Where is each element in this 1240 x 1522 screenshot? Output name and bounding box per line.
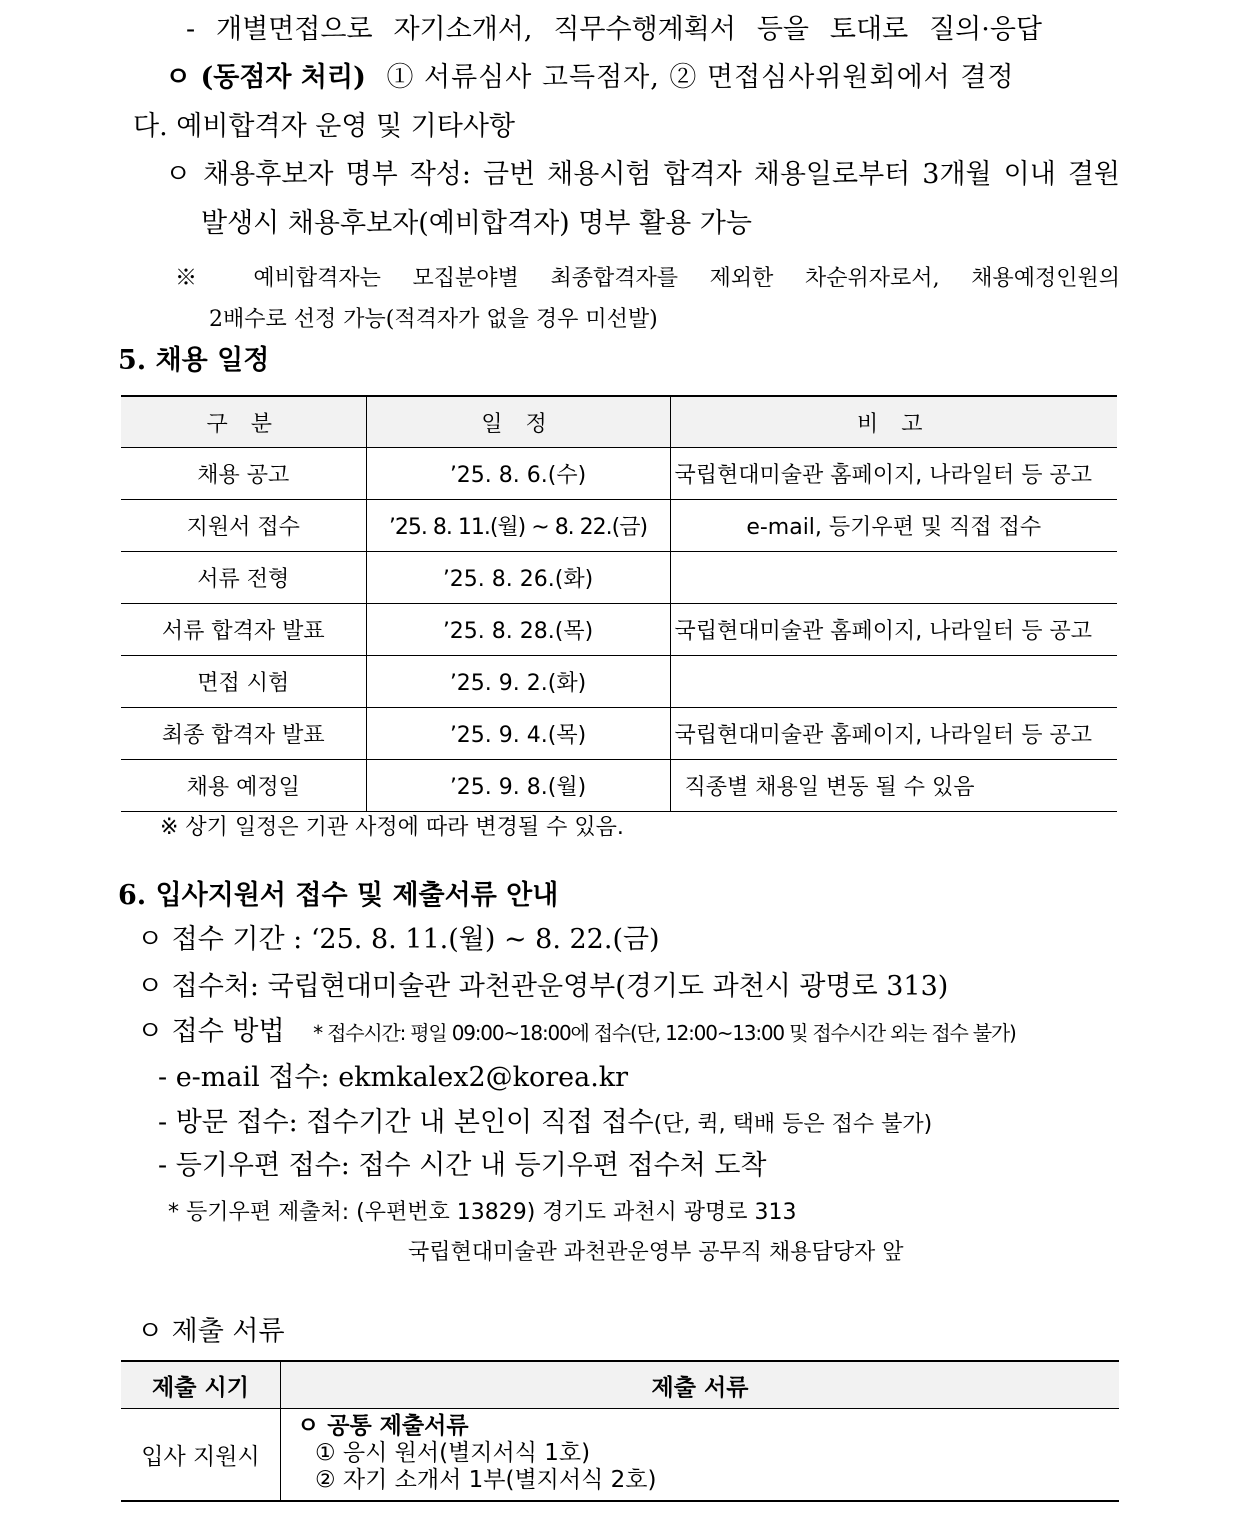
tie-handling-label: ㅇ (동점자 처리)	[165, 62, 366, 93]
schedule-note	[670, 552, 1117, 604]
reserve-note-line1: ※ 예비합격자는 모집분야별 최종합격자를 제외한 차순위자로서, 채용예정인원의	[175, 266, 1120, 291]
schedule-note: e-mail, 등기우편 및 직접 접수	[670, 500, 1117, 552]
schedule-item: 지원서 접수	[121, 500, 366, 552]
documents-timing: 입사 지원시	[121, 1409, 281, 1502]
tie-handling-text: ① 서류심사 고득점자, ② 면접심사위원회에서 결정	[386, 62, 1015, 93]
schedule-header-note: 비 고	[670, 396, 1117, 448]
schedule-item: 서류 합격자 발표	[121, 604, 366, 656]
schedule-date: ’25. 9. 8.(월)	[366, 760, 670, 812]
schedule-item: 면접 시험	[121, 656, 366, 708]
schedule-note: 국립현대미술관 홈페이지, 나라일터 등 공고	[670, 708, 1117, 760]
application-method-label: ㅇ 접수 방법	[137, 1016, 285, 1047]
documents-heading: ㅇ 제출 서류	[137, 1316, 285, 1347]
candidate-list-line2: 발생시 채용후보자(예비합격자) 명부 활용 가능	[201, 208, 752, 239]
schedule-item: 채용 예정일	[121, 760, 366, 812]
schedule-item: 최종 합격자 발표	[121, 708, 366, 760]
common-documents-title: ㅇ 공통 제출서류	[297, 1413, 469, 1439]
application-hours-note: * 접수시간: 평일 09:00~18:00에 접수(단, 12:00~13:00 및 접수시간 외는 접수 불가)	[313, 1021, 1016, 1045]
schedule-note: 국립현대미술관 홈페이지, 나라일터 등 공고	[670, 604, 1117, 656]
documents-header-contents: 제출 서류	[281, 1361, 1120, 1409]
table-row	[121, 708, 1117, 760]
application-period: ㅇ 접수 기간 : ‘25. 8. 11.(월) ~ 8. 22.(금)	[137, 924, 660, 955]
visit-submission-main: - 방문 접수: 접수기간 내 본인이 직접 접수	[158, 1107, 654, 1138]
list-item: ② 자기 소개서 1부(별지서식 2호)	[315, 1467, 657, 1493]
documents-header-timing: 제출 시기	[121, 1361, 281, 1409]
table-row	[121, 604, 1117, 656]
table-row	[121, 1409, 1119, 1502]
interview-method-line: - 개별면접으로 자기소개서, 직무수행계획서 등을 토대로 질의·응답	[186, 14, 1042, 45]
schedule-item: 채용 공고	[121, 448, 366, 500]
schedule-date: ’25. 9. 4.(목)	[366, 708, 670, 760]
application-place: ㅇ 접수처: 국립현대미술관 과천관운영부(경기도 과천시 광명로 313)	[137, 971, 949, 1002]
schedule-date: ’25. 9. 2.(화)	[366, 656, 670, 708]
list-item: ① 응시 원서(별지서식 1호)	[315, 1440, 591, 1466]
schedule-header-item: 구 분	[121, 396, 366, 448]
documents-table	[121, 1360, 1119, 1502]
section-c-heading: 다. 예비합격자 운영 및 기타사항	[133, 111, 515, 142]
documents-contents	[281, 1409, 1120, 1502]
schedule-date: ’25. 8. 26.(화)	[366, 552, 670, 604]
schedule-item: 서류 전형	[121, 552, 366, 604]
mail-address-line1: * 등기우편 제출처: (우편번호 13829) 경기도 과천시 광명로 313	[168, 1200, 797, 1225]
application-method	[137, 1015, 1016, 1050]
schedule-date: ’25. 8. 11.(월) ~ 8. 22.(금)	[366, 500, 670, 552]
mail-submission: - 등기우편 접수: 접수 시간 내 등기우편 접수처 도착	[158, 1150, 767, 1181]
schedule-note: 직종별 채용일 변동 될 수 있음	[670, 760, 1117, 812]
schedule-note: 국립현대미술관 홈페이지, 나라일터 등 공고	[670, 448, 1117, 500]
schedule-header-date: 일 정	[366, 396, 670, 448]
table-row	[121, 656, 1117, 708]
candidate-list-line1: ㅇ 채용후보자 명부 작성: 금번 채용시험 합격자 채용일로부터 3개월 이내 결원	[165, 159, 1120, 190]
schedule-date: ’25. 8. 28.(목)	[366, 604, 670, 656]
application-heading: 6. 입사지원서 접수 및 제출서류 안내	[118, 880, 559, 911]
table-row	[121, 552, 1117, 604]
table-row	[121, 760, 1117, 812]
tie-handling-line	[165, 61, 1042, 95]
schedule-table	[121, 395, 1117, 812]
mail-address-line2: 국립현대미술관 과천관운영부 공무직 채용담당자 앞	[408, 1240, 904, 1265]
schedule-heading: 5. 채용 일정	[118, 345, 270, 376]
schedule-note	[670, 656, 1117, 708]
table-row	[121, 448, 1117, 500]
visit-submission-note: (단, 퀵, 택배 등은 접수 불가)	[653, 1112, 933, 1137]
schedule-footnote: ※ 상기 일정은 기관 사정에 따라 변경될 수 있음.	[160, 815, 624, 840]
documents-header-row	[121, 1361, 1119, 1409]
schedule-date: ’25. 8. 6.(수)	[366, 448, 670, 500]
visit-submission	[158, 1106, 932, 1142]
email-submission: - e-mail 접수: ekmkalex2@korea.kr	[158, 1062, 629, 1093]
reserve-note-line2: 2배수로 선정 가능(적격자가 없을 경우 미선발)	[209, 307, 658, 332]
table-row	[121, 500, 1117, 552]
schedule-header-row	[121, 396, 1117, 448]
